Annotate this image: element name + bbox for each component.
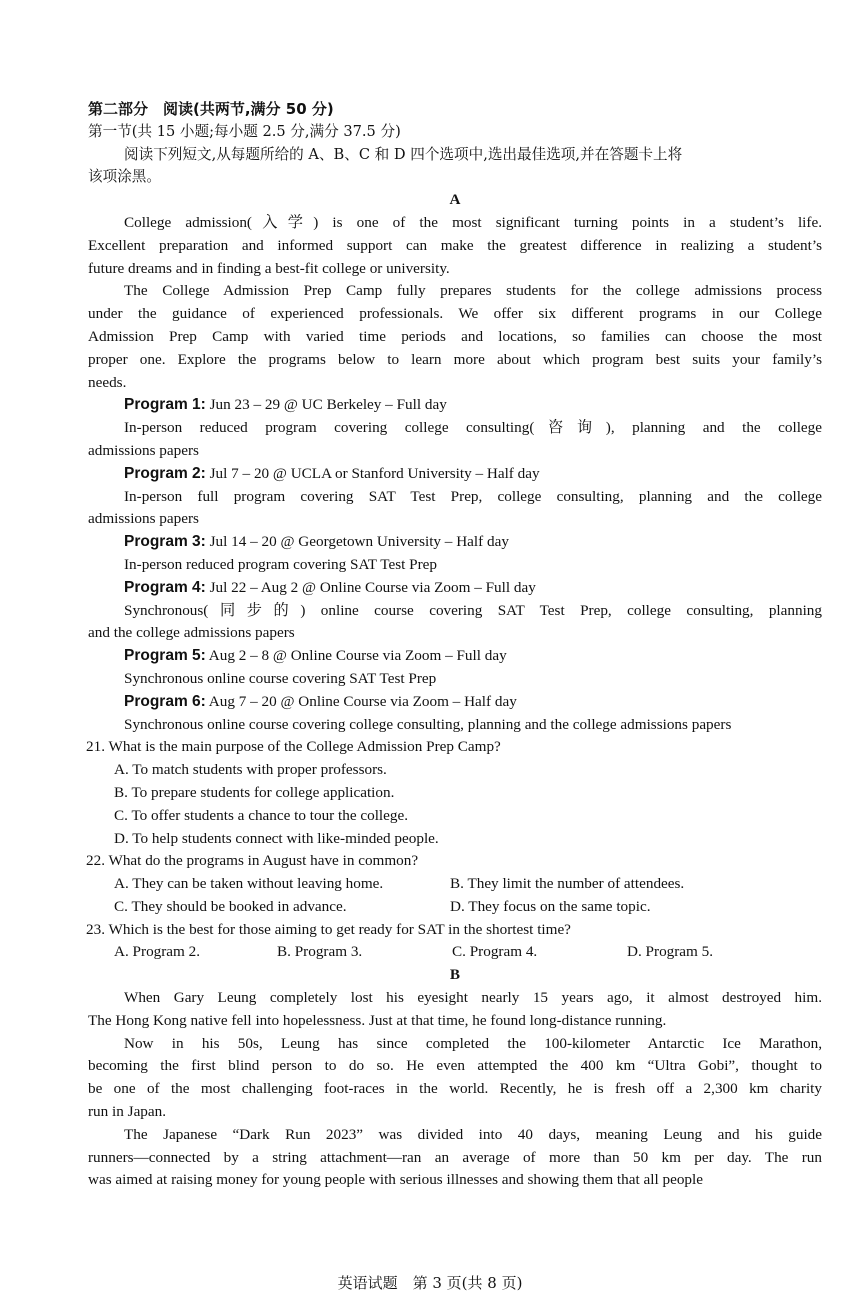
passage-a-p1-line: Excellent preparation and informed support can make the greatest difference in realizing a student’s	[88, 236, 822, 254]
question-22-option-d: D. They focus on the same topic.	[450, 897, 651, 915]
question-22-option-a: A. They can be taken without leaving home.	[114, 875, 384, 893]
instructions-line-2: 该项涂黑。	[88, 168, 161, 186]
passage-b-p1-line: When Gary Leung completely lost his eyesight nearly 15 years ago, it almost destroyed him.	[124, 989, 822, 1007]
passage-a-p2-line: The College Admission Prep Camp fully prepares students for the college admissions process	[124, 282, 822, 300]
question-22-stem: 22. What do the programs in August have in common?	[86, 852, 419, 870]
question-22-option-c: C. They should be booked in advance.	[114, 897, 347, 915]
question-23-stem: 23. Which is the best for those aiming to get ready for SAT in the shortest time?	[86, 920, 571, 938]
passage-a-p2-line: proper one. Explore the programs below to learn more about which program best suits your family’s	[88, 350, 822, 368]
program-info: Aug 7 – 20 @ Online Course via Zoom – Half day	[205, 692, 517, 710]
passage-a-p1-line: College admission(入学) is one of the most significant turning points in a student’s life.	[124, 213, 822, 231]
program-info: Aug 2 – 8 @ Online Course via Zoom – Full day	[205, 647, 507, 665]
program-info: Jul 22 – Aug 2 @ Online Course via Zoom – Full day	[205, 578, 536, 596]
passage-b-p3-line: The Japanese “Dark Run 2023” was divided into 40 days, meaning Leung and his guide	[124, 1125, 822, 1143]
passage-a-p2-line: needs.	[88, 373, 127, 391]
program-desc: In-person reduced program covering SAT Test Prep	[124, 555, 438, 573]
passage-a-p2-line: Admission Prep Camp with varied time periods and locations, so families can choose the most	[88, 327, 822, 345]
program-desc: Synchronous online course covering college consulting, planning and the college admissions papers	[124, 715, 732, 733]
program-label: Program 4:	[124, 578, 206, 596]
instructions-line-1: 阅读下列短文,从每题所给的 A、B、C 和 D 四个选项中,选出最佳选项,并在答题卡上将	[124, 145, 683, 163]
program-desc: admissions papers	[88, 441, 199, 459]
program-info: Jul 7 – 20 @ UCLA or Stanford University – Half day	[205, 464, 540, 482]
passage-b-p2-line: be one of the most challenging foot-races in the world. Recently, he is fresh off a 2,300 km charity	[88, 1080, 822, 1098]
program-5-header	[88, 645, 822, 668]
question-23-option-d: D. Program 5.	[627, 943, 714, 961]
program-info: Jul 14 – 20 @ Georgetown University – Half day	[205, 533, 509, 551]
question-23-option-a: A. Program 2.	[114, 943, 201, 961]
passage-b-heading: B	[449, 966, 461, 984]
program-3-header	[88, 531, 822, 554]
passage-b-p2-line: Now in his 50s, Leung has since completed the 100-kilometer Antarctic Ice Marathon,	[124, 1034, 822, 1052]
passage-b-p2-line: becoming the first blind person to do so. He even attempted the 400 km “Ultra Gobi”, thought to	[88, 1057, 822, 1075]
program-4-header	[88, 577, 822, 600]
part-title: 第二部分 阅读(共两节,满分 50 分)	[88, 100, 334, 118]
question-21-stem: 21. What is the main purpose of the College Admission Prep Camp?	[86, 738, 501, 756]
program-desc: and the college admissions papers	[88, 624, 295, 642]
program-desc: Synchronous online course covering SAT Test Prep	[124, 669, 437, 687]
program-desc: In-person reduced program covering college consulting(咨询), planning and the college	[124, 419, 822, 437]
program-info: Jun 23 – 29 @ UC Berkeley – Full day	[205, 396, 447, 414]
passage-a-p2-line: under the guidance of experienced professionals. We offer six different programs in our College	[88, 305, 822, 323]
program-6-header	[88, 691, 822, 714]
question-21-option-c: C. To offer students a chance to tour the college.	[114, 806, 409, 824]
passage-b-p3-line: was aimed at raising money for young people with serious illnesses and showing them that all people	[88, 1171, 703, 1189]
passage-a-p1-line: future dreams and in finding a best-fit college or university.	[88, 259, 450, 277]
page-footer: 英语试题 第 3 页(共 8 页)	[337, 1274, 523, 1292]
program-desc: admissions papers	[88, 510, 199, 528]
passage-b-p3-line: runners—connected by a string attachment—ran an average of more than 50 km per day. The run	[88, 1148, 822, 1166]
question-21-option-a: A. To match students with proper professors.	[114, 761, 387, 779]
question-22-options-row-2	[88, 896, 822, 919]
passage-b-p2-line: run in Japan.	[88, 1103, 167, 1121]
question-23-options	[88, 941, 822, 964]
question-21-option-b: B. To prepare students for college application.	[114, 783, 395, 801]
program-label: Program 6:	[124, 692, 206, 710]
question-21-option-d: D. To help students connect with like-minded people.	[114, 829, 439, 847]
program-1-header	[88, 394, 822, 417]
program-label: Program 5:	[124, 647, 206, 665]
program-desc: In-person full program covering SAT Test Prep, college consulting, planning and the college	[124, 487, 822, 505]
program-label: Program 3:	[124, 533, 206, 551]
question-22-options-row-1	[88, 873, 822, 896]
question-23-option-b: B. Program 3.	[277, 943, 363, 961]
program-label: Program 1:	[124, 396, 206, 414]
section-title: 第一节(共 15 小题;每小题 2.5 分,满分 37.5 分)	[88, 122, 401, 140]
program-label: Program 2:	[124, 464, 206, 482]
question-22-option-b: B. They limit the number of attendees.	[450, 875, 685, 893]
program-2-header	[88, 463, 822, 486]
passage-a-heading: A	[449, 191, 461, 209]
question-23-option-c: C. Program 4.	[452, 943, 538, 961]
program-desc: Synchronous(同步的) online course covering SAT Test Prep, college consulting, planning	[124, 601, 822, 619]
passage-b-p1-line: The Hong Kong native fell into hopelessness. Just at that time, he found long-distance running.	[88, 1011, 667, 1029]
